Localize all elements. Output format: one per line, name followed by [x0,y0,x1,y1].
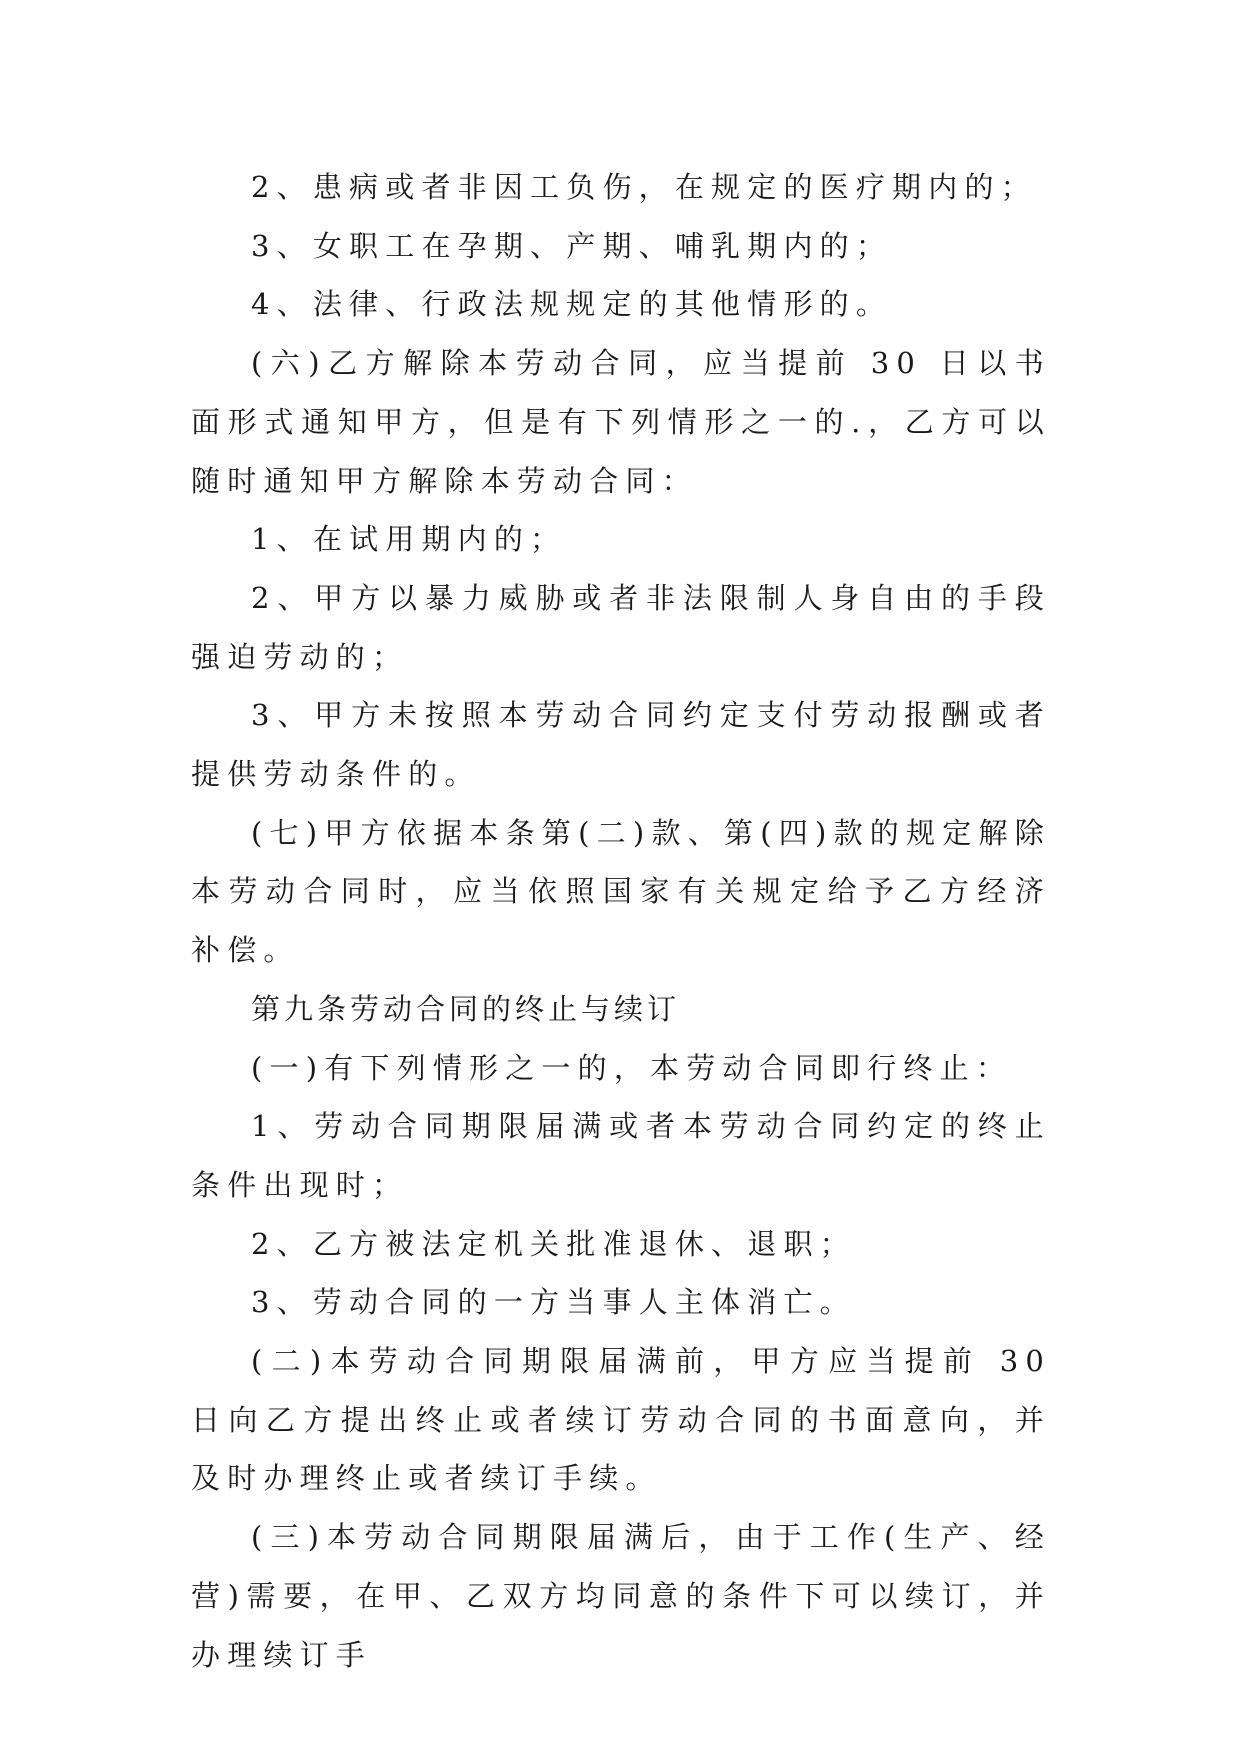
paragraph-section-7-compensation: (七)甲方依据本条第(二)款、第(四)款的规定解除本劳动合同时，应当依照国家有关规定给予乙方经济补偿。 [191,815,1051,968]
paragraph-clause-4-other-cases: 4、法律、行政法规规定的其他情形的。 [251,287,893,322]
paragraph-clause-3-unpaid-remuneration: 3、甲方未按照本劳动合同约定支付劳动报酬或者提供劳动条件的。 [191,698,1051,792]
document-body [191,158,1051,1684]
paragraph-clause-2-retirement: 2、乙方被法定机关批准退休、退职； [251,1226,856,1261]
paragraph-clause-2-forced-labor: 2、甲方以暴力威胁或者非法限制人身自由的手段强迫劳动的； [191,580,1051,674]
paragraph-clause-3-female-staff: 3、女职工在孕期、产期、哺乳期内的； [251,228,893,263]
paragraph-clause-1-term-expiry: 1、劳动合同期限届满或者本劳动合同约定的终止条件出现时； [191,1109,1051,1202]
paragraph-section-1-termination-cases: (一)有下列情形之一的，本劳动合同即行终止： [251,1050,1013,1085]
paragraph-section-6-party-b-termination: (六)乙方解除本劳动合同，应当提前 30 日以书面形式通知甲方，但是有下列情形之一的.，乙方可以随时通知甲方解除本劳动合同： [191,346,1051,498]
paragraph-clause-3-party-dissolution: 3、劳动合同的一方当事人主体消亡。 [251,1285,856,1320]
paragraph-section-3-renewal-after-expiry: (三)本劳动合同期限届满后，由于工作(生产、经营)需要，在甲、乙双方均同意的条件下可以续订，并办理续订手 [191,1520,1051,1672]
paragraph-section-2-renewal-notice: (二)本劳动合同期限届满前，甲方应当提前 30 日向乙方提出终止或者续订劳动合同的书面意向，并及时办理终止或者续订手续。 [191,1344,1051,1496]
paragraph-clause-1-probation: 1、在试用期内的； [251,522,567,557]
article-9-heading: 第九条劳动合同的终止与续订 [251,991,681,1026]
paragraph-clause-2-illness: 2、患病或者非因工负伤，在规定的医疗期内的； [251,170,1037,204]
